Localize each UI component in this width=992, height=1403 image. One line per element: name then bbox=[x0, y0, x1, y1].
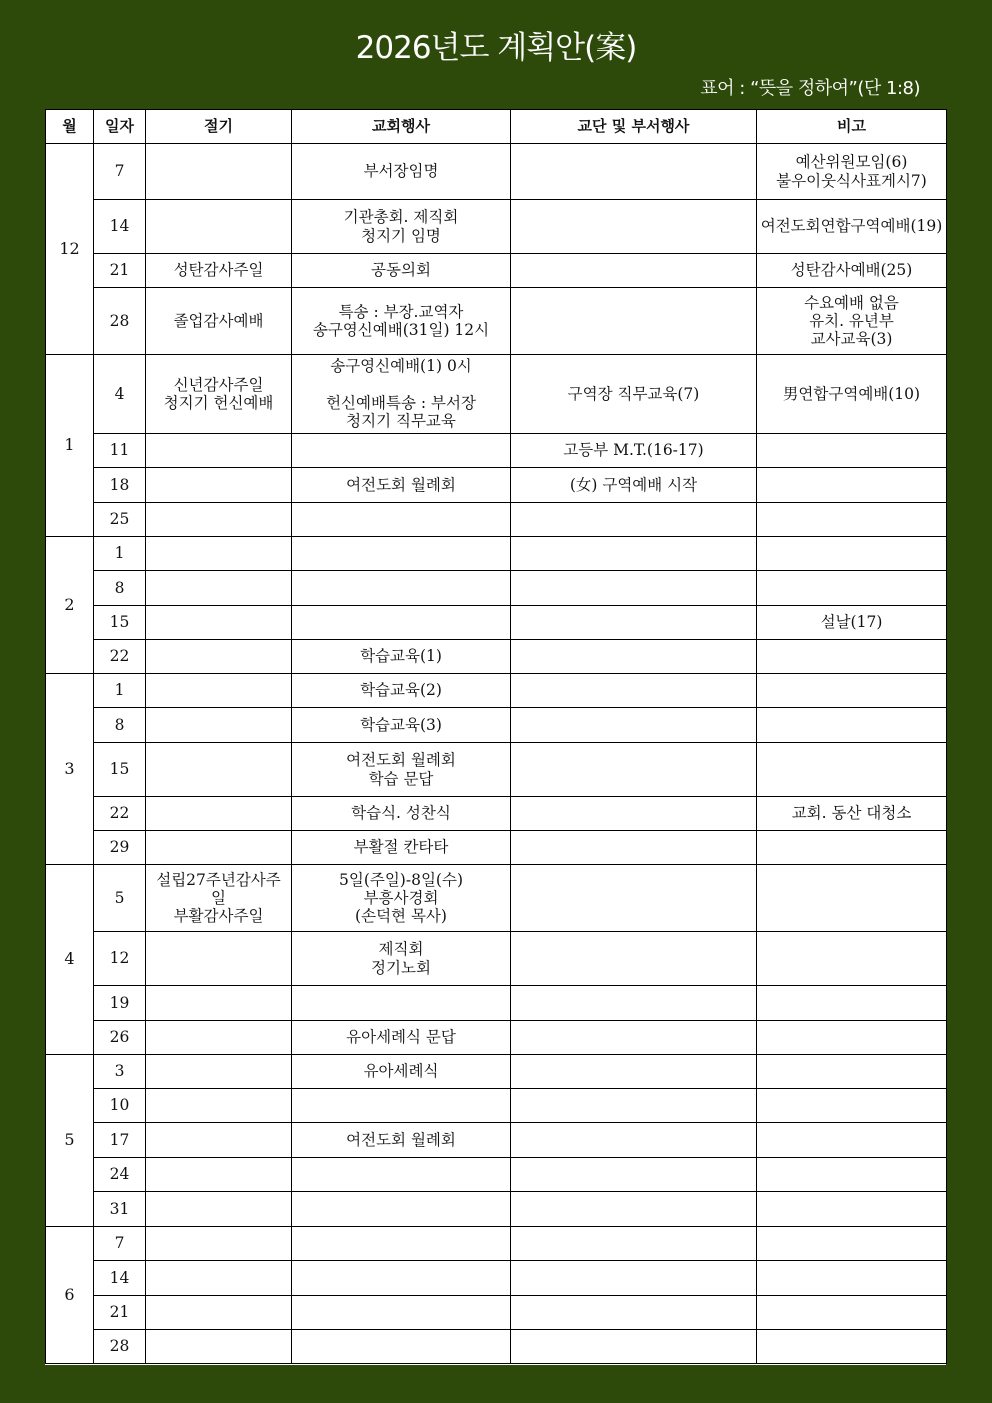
church-event-cell: 학습식. 성찬식 bbox=[292, 797, 511, 831]
note-cell: 수요예배 없음 유치. 유년부 교사교육(3) bbox=[757, 288, 947, 355]
table-row bbox=[46, 200, 947, 254]
day-cell: 5 bbox=[94, 865, 146, 932]
church-event-cell bbox=[292, 1158, 511, 1192]
day-cell: 3 bbox=[94, 1055, 146, 1089]
note-cell: 성탄감사예배(25) bbox=[757, 254, 947, 288]
note-cell: 교회. 동산 대청소 bbox=[757, 797, 947, 831]
table-row bbox=[46, 355, 947, 434]
day-cell: 25 bbox=[94, 503, 146, 537]
season-cell bbox=[146, 932, 292, 986]
note-cell bbox=[757, 1123, 947, 1158]
season-cell bbox=[146, 708, 292, 743]
church-event-cell: 5일(주일)-8일(수) 부흥사경회 (손덕현 목사) bbox=[292, 865, 511, 932]
note-cell bbox=[757, 571, 947, 606]
note-cell bbox=[757, 503, 947, 537]
church-event-cell: 송구영신예배(1) 0시 헌신예배특송 : 부서장 청지기 직무교육 bbox=[292, 355, 511, 434]
season-cell bbox=[146, 1192, 292, 1227]
dept-event-cell bbox=[511, 1227, 757, 1261]
table-row bbox=[46, 1261, 947, 1296]
table-row bbox=[46, 606, 947, 640]
dept-event-cell bbox=[511, 200, 757, 254]
month-cell: 6 bbox=[46, 1227, 94, 1364]
note-cell bbox=[757, 468, 947, 503]
day-cell: 17 bbox=[94, 1123, 146, 1158]
day-cell: 11 bbox=[94, 434, 146, 468]
table-row bbox=[46, 1330, 947, 1364]
season-cell bbox=[146, 1021, 292, 1055]
note-cell bbox=[757, 1055, 947, 1089]
dept-event-cell bbox=[511, 254, 757, 288]
note-cell bbox=[757, 932, 947, 986]
season-cell bbox=[146, 571, 292, 606]
dept-event-cell bbox=[511, 932, 757, 986]
dept-event-cell bbox=[511, 1055, 757, 1089]
plan-body bbox=[46, 144, 947, 1364]
motto-subtitle: 표어 : “뜻을 정하여”(단 1:8) bbox=[700, 78, 920, 99]
table-row bbox=[46, 434, 947, 468]
note-cell bbox=[757, 1296, 947, 1330]
church-event-cell bbox=[292, 537, 511, 571]
dept-event-cell bbox=[511, 1123, 757, 1158]
church-event-cell bbox=[292, 1192, 511, 1227]
day-cell: 8 bbox=[94, 708, 146, 743]
header-church-event: 교회행사 bbox=[292, 110, 511, 144]
season-cell bbox=[146, 1123, 292, 1158]
note-cell bbox=[757, 1158, 947, 1192]
note-cell bbox=[757, 1021, 947, 1055]
day-cell: 28 bbox=[94, 288, 146, 355]
church-event-cell: 유아세례식 문답 bbox=[292, 1021, 511, 1055]
dept-event-cell bbox=[511, 674, 757, 708]
season-cell bbox=[146, 144, 292, 200]
season-cell bbox=[146, 200, 292, 254]
plan-table bbox=[45, 109, 947, 1364]
header-month: 월 bbox=[46, 110, 94, 144]
day-cell: 24 bbox=[94, 1158, 146, 1192]
table-row bbox=[46, 254, 947, 288]
table-row bbox=[46, 571, 947, 606]
church-event-cell: 부활절 칸타타 bbox=[292, 831, 511, 865]
dept-event-cell bbox=[511, 640, 757, 674]
day-cell: 21 bbox=[94, 1296, 146, 1330]
day-cell: 12 bbox=[94, 932, 146, 986]
season-cell bbox=[146, 986, 292, 1021]
season-cell bbox=[146, 1227, 292, 1261]
dept-event-cell bbox=[511, 1021, 757, 1055]
dept-event-cell bbox=[511, 831, 757, 865]
church-event-cell: 학습교육(2) bbox=[292, 674, 511, 708]
church-event-cell bbox=[292, 1330, 511, 1364]
dept-event-cell bbox=[511, 1261, 757, 1296]
table-row bbox=[46, 932, 947, 986]
dept-event-cell bbox=[511, 743, 757, 797]
day-cell: 14 bbox=[94, 200, 146, 254]
dept-event-cell bbox=[511, 503, 757, 537]
table-row bbox=[46, 708, 947, 743]
note-cell bbox=[757, 1089, 947, 1123]
header-row bbox=[46, 110, 947, 144]
church-event-cell bbox=[292, 1227, 511, 1261]
church-event-cell: 특송 : 부장.교역자 송구영신예배(31일) 12시 bbox=[292, 288, 511, 355]
header-dept-event: 교단 및 부서행사 bbox=[511, 110, 757, 144]
dept-event-cell bbox=[511, 1296, 757, 1330]
header-day: 일자 bbox=[94, 110, 146, 144]
table-row bbox=[46, 1055, 947, 1089]
day-cell: 15 bbox=[94, 743, 146, 797]
table-row bbox=[46, 1227, 947, 1261]
table-row bbox=[46, 640, 947, 674]
season-cell: 졸업감사예배 bbox=[146, 288, 292, 355]
day-cell: 19 bbox=[94, 986, 146, 1021]
note-cell bbox=[757, 708, 947, 743]
day-cell: 1 bbox=[94, 674, 146, 708]
plan-sheet bbox=[45, 109, 946, 1365]
note-cell: 男연합구역예배(10) bbox=[757, 355, 947, 434]
church-event-cell bbox=[292, 571, 511, 606]
day-cell: 4 bbox=[94, 355, 146, 434]
note-cell bbox=[757, 1261, 947, 1296]
season-cell bbox=[146, 831, 292, 865]
season-cell bbox=[146, 1158, 292, 1192]
note-cell bbox=[757, 537, 947, 571]
season-cell bbox=[146, 1261, 292, 1296]
church-event-cell: 부서장임명 bbox=[292, 144, 511, 200]
day-cell: 7 bbox=[94, 144, 146, 200]
season-cell bbox=[146, 797, 292, 831]
note-cell bbox=[757, 640, 947, 674]
note-cell bbox=[757, 1330, 947, 1364]
church-event-cell: 여전도회 월례회 bbox=[292, 1123, 511, 1158]
table-row bbox=[46, 1123, 947, 1158]
note-cell bbox=[757, 674, 947, 708]
season-cell bbox=[146, 503, 292, 537]
note-cell bbox=[757, 1192, 947, 1227]
table-row bbox=[46, 503, 947, 537]
table-row bbox=[46, 986, 947, 1021]
church-event-cell: 여전도회 월례회 bbox=[292, 468, 511, 503]
month-cell: 12 bbox=[46, 144, 94, 355]
table-row bbox=[46, 674, 947, 708]
season-cell bbox=[146, 537, 292, 571]
note-cell bbox=[757, 743, 947, 797]
season-cell bbox=[146, 1330, 292, 1364]
dept-event-cell bbox=[511, 1330, 757, 1364]
season-cell: 성탄감사주일 bbox=[146, 254, 292, 288]
season-cell bbox=[146, 1089, 292, 1123]
day-cell: 18 bbox=[94, 468, 146, 503]
dept-event-cell bbox=[511, 1158, 757, 1192]
day-cell: 22 bbox=[94, 797, 146, 831]
dept-event-cell bbox=[511, 606, 757, 640]
dept-event-cell: 구역장 직무교육(7) bbox=[511, 355, 757, 434]
note-cell bbox=[757, 831, 947, 865]
day-cell: 31 bbox=[94, 1192, 146, 1227]
note-cell: 예산위원모임(6) 불우이웃식사표게시7) bbox=[757, 144, 947, 200]
season-cell bbox=[146, 606, 292, 640]
season-cell: 설립27주년감사주 일 부활감사주일 bbox=[146, 865, 292, 932]
note-cell: 설날(17) bbox=[757, 606, 947, 640]
dept-event-cell bbox=[511, 288, 757, 355]
note-cell bbox=[757, 986, 947, 1021]
dept-event-cell bbox=[511, 865, 757, 932]
table-row bbox=[46, 537, 947, 571]
day-cell: 29 bbox=[94, 831, 146, 865]
month-cell: 3 bbox=[46, 674, 94, 865]
table-row bbox=[46, 1089, 947, 1123]
table-row bbox=[46, 1192, 947, 1227]
month-cell: 4 bbox=[46, 865, 94, 1055]
season-cell bbox=[146, 1296, 292, 1330]
church-event-cell: 기관총회. 제직회 청지기 임명 bbox=[292, 200, 511, 254]
season-cell bbox=[146, 434, 292, 468]
day-cell: 7 bbox=[94, 1227, 146, 1261]
table-row bbox=[46, 144, 947, 200]
dept-event-cell bbox=[511, 144, 757, 200]
season-cell: 신년감사주일 청지기 헌신예배 bbox=[146, 355, 292, 434]
day-cell: 14 bbox=[94, 1261, 146, 1296]
note-cell bbox=[757, 434, 947, 468]
dept-event-cell: (女) 구역예배 시작 bbox=[511, 468, 757, 503]
dept-event-cell bbox=[511, 797, 757, 831]
church-event-cell bbox=[292, 606, 511, 640]
church-event-cell: 학습교육(1) bbox=[292, 640, 511, 674]
table-row bbox=[46, 288, 947, 355]
day-cell: 26 bbox=[94, 1021, 146, 1055]
table-row bbox=[46, 468, 947, 503]
header-season: 절기 bbox=[146, 110, 292, 144]
dept-event-cell bbox=[511, 708, 757, 743]
header-note: 비고 bbox=[757, 110, 947, 144]
church-event-cell bbox=[292, 986, 511, 1021]
church-event-cell bbox=[292, 1261, 511, 1296]
season-cell bbox=[146, 674, 292, 708]
table-row bbox=[46, 865, 947, 932]
page-title: 2026년도 계획안(案) bbox=[355, 30, 637, 66]
church-event-cell bbox=[292, 434, 511, 468]
day-cell: 28 bbox=[94, 1330, 146, 1364]
dept-event-cell bbox=[511, 1089, 757, 1123]
month-cell: 1 bbox=[46, 355, 94, 537]
church-event-cell: 유아세례식 bbox=[292, 1055, 511, 1089]
church-event-cell bbox=[292, 1089, 511, 1123]
church-event-cell bbox=[292, 503, 511, 537]
note-cell bbox=[757, 865, 947, 932]
day-cell: 21 bbox=[94, 254, 146, 288]
day-cell: 10 bbox=[94, 1089, 146, 1123]
note-cell: 여전도회연합구역예배(19) bbox=[757, 200, 947, 254]
season-cell bbox=[146, 743, 292, 797]
table-row bbox=[46, 797, 947, 831]
church-event-cell: 여전도회 월례회 학습 문답 bbox=[292, 743, 511, 797]
table-row bbox=[46, 1296, 947, 1330]
church-event-cell bbox=[292, 1296, 511, 1330]
dept-event-cell bbox=[511, 571, 757, 606]
church-event-cell: 제직회 정기노회 bbox=[292, 932, 511, 986]
day-cell: 22 bbox=[94, 640, 146, 674]
table-row bbox=[46, 743, 947, 797]
dept-event-cell bbox=[511, 1192, 757, 1227]
table-row bbox=[46, 831, 947, 865]
church-event-cell: 공동의회 bbox=[292, 254, 511, 288]
season-cell bbox=[146, 468, 292, 503]
season-cell bbox=[146, 1055, 292, 1089]
dept-event-cell bbox=[511, 537, 757, 571]
day-cell: 15 bbox=[94, 606, 146, 640]
day-cell: 1 bbox=[94, 537, 146, 571]
church-event-cell: 학습교육(3) bbox=[292, 708, 511, 743]
note-cell bbox=[757, 1227, 947, 1261]
season-cell bbox=[146, 640, 292, 674]
day-cell: 8 bbox=[94, 571, 146, 606]
month-cell: 5 bbox=[46, 1055, 94, 1227]
dept-event-cell bbox=[511, 986, 757, 1021]
table-row bbox=[46, 1158, 947, 1192]
dept-event-cell: 고등부 M.T.(16-17) bbox=[511, 434, 757, 468]
month-cell: 2 bbox=[46, 537, 94, 674]
table-row bbox=[46, 1021, 947, 1055]
